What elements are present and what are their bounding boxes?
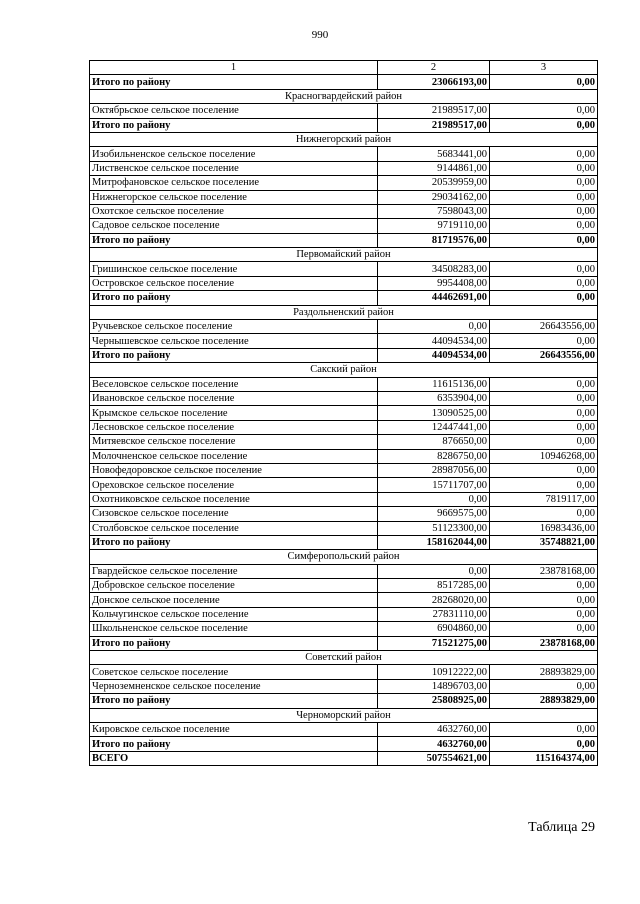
settlement-row [90,276,598,290]
district-header-row [90,305,598,319]
row-label: Веселовское сельское поселение [90,377,378,391]
value-col-3: 115164374,00 [490,751,598,765]
total-row [90,535,598,549]
budget-table [89,60,598,766]
row-label: Столбовское сельское поселение [90,521,378,535]
value-col-2: 0,00 [378,564,490,578]
settlement-row [90,507,598,521]
value-col-3: 26643556,00 [490,320,598,334]
row-label: Новофедоровское сельское поселение [90,463,378,477]
value-col-2: 0,00 [378,492,490,506]
value-col-2: 51123300,00 [378,521,490,535]
row-label: Охотское сельское поселение [90,204,378,218]
value-col-3: 0,00 [490,161,598,175]
value-col-2: 27831110,00 [378,607,490,621]
total-row [90,75,598,89]
value-col-2: 15711707,00 [378,478,490,492]
district-name: Советский район [90,651,598,665]
settlement-row [90,679,598,693]
district-name: Первомайский район [90,248,598,262]
settlement-row [90,320,598,334]
header-cell-2: 2 [378,61,490,75]
value-col-3: 0,00 [490,147,598,161]
row-label: Митрофановское сельское поселение [90,176,378,190]
header-cell-3: 3 [490,61,598,75]
row-label: Донское сельское поселение [90,593,378,607]
value-col-3: 0,00 [490,75,598,89]
total-row [90,348,598,362]
value-col-3: 16983436,00 [490,521,598,535]
settlement-row [90,262,598,276]
row-label: Охотниковское сельское поселение [90,492,378,506]
page-number: 990 [311,29,329,41]
row-label: Изобильненское сельское поселение [90,147,378,161]
value-col-3: 0,00 [490,737,598,751]
value-col-3: 0,00 [490,593,598,607]
row-label: Итого по району [90,291,378,305]
total-row [90,737,598,751]
settlement-row [90,420,598,434]
value-col-3: 0,00 [490,679,598,693]
settlement-row [90,665,598,679]
value-col-3: 0,00 [490,276,598,290]
settlement-row [90,564,598,578]
value-col-3: 0,00 [490,622,598,636]
value-col-3: 28893829,00 [490,694,598,708]
value-col-2: 81719576,00 [378,233,490,247]
row-label: Островское сельское поселение [90,276,378,290]
value-col-3: 0,00 [490,435,598,449]
value-col-3: 0,00 [490,291,598,305]
row-label: Нижнегорское сельское поселение [90,190,378,204]
value-col-3: 0,00 [490,334,598,348]
total-row [90,233,598,247]
value-col-2: 13090525,00 [378,406,490,420]
row-label: Крымское сельское поселение [90,406,378,420]
value-col-3: 23878168,00 [490,636,598,650]
settlement-row [90,406,598,420]
value-col-3: 0,00 [490,104,598,118]
value-col-2: 4632760,00 [378,737,490,751]
district-header-row [90,550,598,564]
row-label: Октябрьское сельское поселение [90,104,378,118]
settlement-row [90,521,598,535]
settlement-row [90,622,598,636]
row-label: Добровское сельское поселение [90,579,378,593]
settlement-row [90,722,598,736]
row-label: Советское сельское поселение [90,665,378,679]
header-cell-1: 1 [90,61,378,75]
value-col-2: 876650,00 [378,435,490,449]
value-col-3: 0,00 [490,463,598,477]
row-label: Сизовское сельское поселение [90,507,378,521]
row-label: Митяевское сельское поселение [90,435,378,449]
row-label: ВСЕГО [90,751,378,765]
value-col-2: 9719110,00 [378,219,490,233]
value-col-3: 23878168,00 [490,564,598,578]
row-label: Молочненское сельское поселение [90,449,378,463]
value-col-2: 23066193,00 [378,75,490,89]
value-col-3: 0,00 [490,262,598,276]
value-col-3: 0,00 [490,176,598,190]
value-col-2: 28987056,00 [378,463,490,477]
budget-table-body [90,61,598,766]
value-col-3: 26643556,00 [490,348,598,362]
row-label: Итого по району [90,75,378,89]
value-col-2: 507554621,00 [378,751,490,765]
value-col-2: 44094534,00 [378,334,490,348]
row-label: Кировское сельское поселение [90,722,378,736]
value-col-3: 10946268,00 [490,449,598,463]
settlement-row [90,463,598,477]
value-col-2: 158162044,00 [378,535,490,549]
value-col-3: 0,00 [490,420,598,434]
total-row [90,118,598,132]
settlement-row [90,147,598,161]
row-label: Гришинское сельское поселение [90,262,378,276]
total-row [90,751,598,765]
value-col-2: 20539959,00 [378,176,490,190]
row-label: Ручьевское сельское поселение [90,320,378,334]
value-col-3: 0,00 [490,190,598,204]
header-row [90,61,598,75]
settlement-row [90,204,598,218]
value-col-2: 8286750,00 [378,449,490,463]
value-col-2: 9669575,00 [378,507,490,521]
value-col-2: 14896703,00 [378,679,490,693]
row-label: Ивановское сельское поселение [90,391,378,405]
value-col-2: 10912222,00 [378,665,490,679]
value-col-3: 0,00 [490,478,598,492]
row-label: Ореховское сельское поселение [90,478,378,492]
district-name: Сакский район [90,363,598,377]
settlement-row [90,219,598,233]
value-col-3: 0,00 [490,219,598,233]
value-col-3: 28893829,00 [490,665,598,679]
row-label: Итого по району [90,636,378,650]
value-col-2: 34508283,00 [378,262,490,276]
settlement-row [90,593,598,607]
value-col-3: 0,00 [490,233,598,247]
settlement-row [90,391,598,405]
value-col-2: 29034162,00 [378,190,490,204]
total-row [90,694,598,708]
district-header-row [90,89,598,103]
value-col-2: 21989517,00 [378,104,490,118]
settlement-row [90,176,598,190]
value-col-3: 0,00 [490,579,598,593]
settlement-row [90,478,598,492]
settlement-row [90,104,598,118]
table-caption: Таблица 29 [528,820,595,835]
settlement-row [90,449,598,463]
value-col-2: 11615136,00 [378,377,490,391]
district-name: Черноморский район [90,708,598,722]
settlement-row [90,607,598,621]
value-col-2: 9144861,00 [378,161,490,175]
value-col-3: 0,00 [490,377,598,391]
value-col-2: 6353904,00 [378,391,490,405]
value-col-2: 8517285,00 [378,579,490,593]
value-col-2: 25808925,00 [378,694,490,708]
row-label: Черноземненское сельское поселение [90,679,378,693]
total-row [90,636,598,650]
district-name: Раздольненский район [90,305,598,319]
value-col-3: 0,00 [490,391,598,405]
value-col-2: 6904860,00 [378,622,490,636]
value-col-2: 44094534,00 [378,348,490,362]
value-col-2: 7598043,00 [378,204,490,218]
settlement-row [90,334,598,348]
district-header-row [90,363,598,377]
value-col-2: 28268020,00 [378,593,490,607]
row-label: Лесновское сельское поселение [90,420,378,434]
value-col-3: 35748821,00 [490,535,598,549]
value-col-3: 0,00 [490,607,598,621]
settlement-row [90,190,598,204]
value-col-3: 0,00 [490,507,598,521]
district-header-row [90,248,598,262]
value-col-2: 4632760,00 [378,722,490,736]
row-label: Итого по району [90,118,378,132]
value-col-2: 71521275,00 [378,636,490,650]
row-label: Гвардейское сельское поселение [90,564,378,578]
district-name: Нижнегорский район [90,132,598,146]
row-label: Садовое сельское поселение [90,219,378,233]
row-label: Чернышевское сельское поселение [90,334,378,348]
value-col-3: 7819117,00 [490,492,598,506]
settlement-row [90,492,598,506]
row-label: Итого по району [90,535,378,549]
value-col-2: 21989517,00 [378,118,490,132]
value-col-2: 0,00 [378,320,490,334]
district-header-row [90,651,598,665]
total-row [90,291,598,305]
row-label: Школьненское сельское поселение [90,622,378,636]
row-label: Итого по району [90,348,378,362]
value-col-2: 9954408,00 [378,276,490,290]
value-col-2: 12447441,00 [378,420,490,434]
value-col-2: 44462691,00 [378,291,490,305]
row-label: Итого по району [90,233,378,247]
settlement-row [90,161,598,175]
row-label: Итого по району [90,694,378,708]
district-header-row [90,708,598,722]
settlement-row [90,377,598,391]
value-col-2: 5683441,00 [378,147,490,161]
row-label: Кольчугинское сельское поселение [90,607,378,621]
district-header-row [90,132,598,146]
value-col-3: 0,00 [490,722,598,736]
row-label: Лиственское сельское поселение [90,161,378,175]
settlement-row [90,579,598,593]
row-label: Итого по району [90,737,378,751]
value-col-3: 0,00 [490,204,598,218]
value-col-3: 0,00 [490,118,598,132]
settlement-row [90,435,598,449]
value-col-3: 0,00 [490,406,598,420]
district-name: Красногвардейский район [90,89,598,103]
district-name: Симферопольский район [90,550,598,564]
